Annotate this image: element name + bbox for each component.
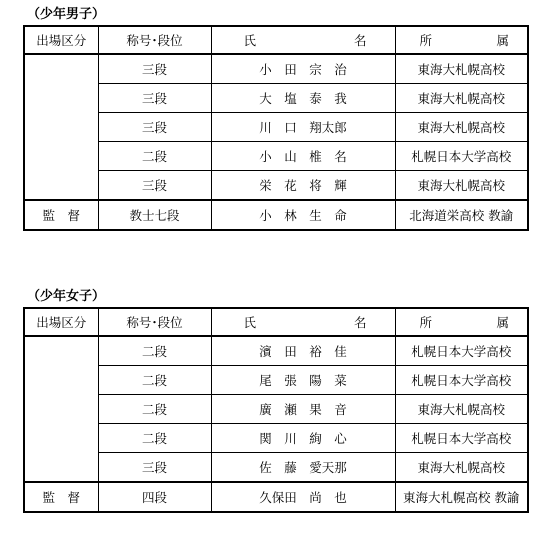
name-cell: 栄 花 将 輝 (211, 171, 395, 201)
player-category-cell (24, 336, 98, 482)
table-row (24, 366, 528, 395)
rank-cell: 三段 (98, 113, 211, 142)
coach-name-cell: 久保田 尚 也 (211, 482, 395, 512)
player-category-cell (24, 54, 98, 200)
table-row (24, 395, 528, 424)
affiliation-cell: 東海大札幌高校 (395, 171, 528, 201)
coach-category-cell: 監 督 (24, 482, 98, 512)
header-name: 氏 名 (211, 26, 395, 54)
affiliation-cell: 東海大札幌高校 (395, 395, 528, 424)
name-cell: 濱 田 裕 佳 (211, 336, 395, 366)
rank-cell: 二段 (98, 142, 211, 171)
name-cell: 川 口 翔太郎 (211, 113, 395, 142)
affiliation-cell: 札幌日本大学高校 (395, 366, 528, 395)
table-header-row (24, 26, 528, 54)
name-cell: 佐 藤 愛天那 (211, 453, 395, 483)
header-name: 氏 名 (211, 308, 395, 336)
affiliation-cell: 東海大札幌高校 (395, 54, 528, 84)
affiliation-cell: 札幌日本大学高校 (395, 142, 528, 171)
table-row (24, 113, 528, 142)
section-title-girls: （少年女子） (27, 289, 106, 304)
rank-cell: 二段 (98, 424, 211, 453)
table-row (24, 171, 528, 201)
affiliation-cell: 東海大札幌高校 (395, 113, 528, 142)
affiliation-cell: 札幌日本大学高校 (395, 424, 528, 453)
header-rank: 称号･段位 (98, 308, 211, 336)
header-affiliation: 所 属 (395, 308, 528, 336)
name-cell: 大 塩 泰 我 (211, 84, 395, 113)
table-row (24, 336, 528, 366)
name-cell: 廣 瀬 果 音 (211, 395, 395, 424)
table-row (24, 453, 528, 483)
coach-affiliation-cell: 北海道栄高校 教諭 (395, 200, 528, 230)
coach-rank-cell: 教士七段 (98, 200, 211, 230)
rank-cell: 二段 (98, 395, 211, 424)
table-row (24, 142, 528, 171)
header-rank: 称号･段位 (98, 26, 211, 54)
table-row (24, 84, 528, 113)
coach-affiliation-cell: 東海大札幌高校 教諭 (395, 482, 528, 512)
coach-category-cell: 監 督 (24, 200, 98, 230)
affiliation-cell: 東海大札幌高校 (395, 84, 528, 113)
affiliation-cell: 札幌日本大学高校 (395, 336, 528, 366)
rank-cell: 三段 (98, 84, 211, 113)
rank-cell: 三段 (98, 54, 211, 84)
name-cell: 尾 張 陽 菜 (211, 366, 395, 395)
coach-row (24, 200, 528, 230)
table-row (24, 424, 528, 453)
rank-cell: 二段 (98, 366, 211, 395)
roster-table-boys (23, 25, 529, 231)
header-category: 出場区分 (24, 308, 98, 336)
coach-row (24, 482, 528, 512)
roster-table-girls (23, 307, 529, 513)
coach-name-cell: 小 林 生 命 (211, 200, 395, 230)
name-cell: 小 田 宗 治 (211, 54, 395, 84)
affiliation-cell: 東海大札幌高校 (395, 453, 528, 483)
name-cell: 小 山 椎 名 (211, 142, 395, 171)
name-cell: 関 川 絢 心 (211, 424, 395, 453)
rank-cell: 二段 (98, 336, 211, 366)
coach-rank-cell: 四段 (98, 482, 211, 512)
table-header-row (24, 308, 528, 336)
section-title-boys: （少年男子） (27, 7, 106, 22)
table-row (24, 54, 528, 84)
header-affiliation: 所 属 (395, 26, 528, 54)
rank-cell: 三段 (98, 453, 211, 483)
header-category: 出場区分 (24, 26, 98, 54)
rank-cell: 三段 (98, 171, 211, 201)
